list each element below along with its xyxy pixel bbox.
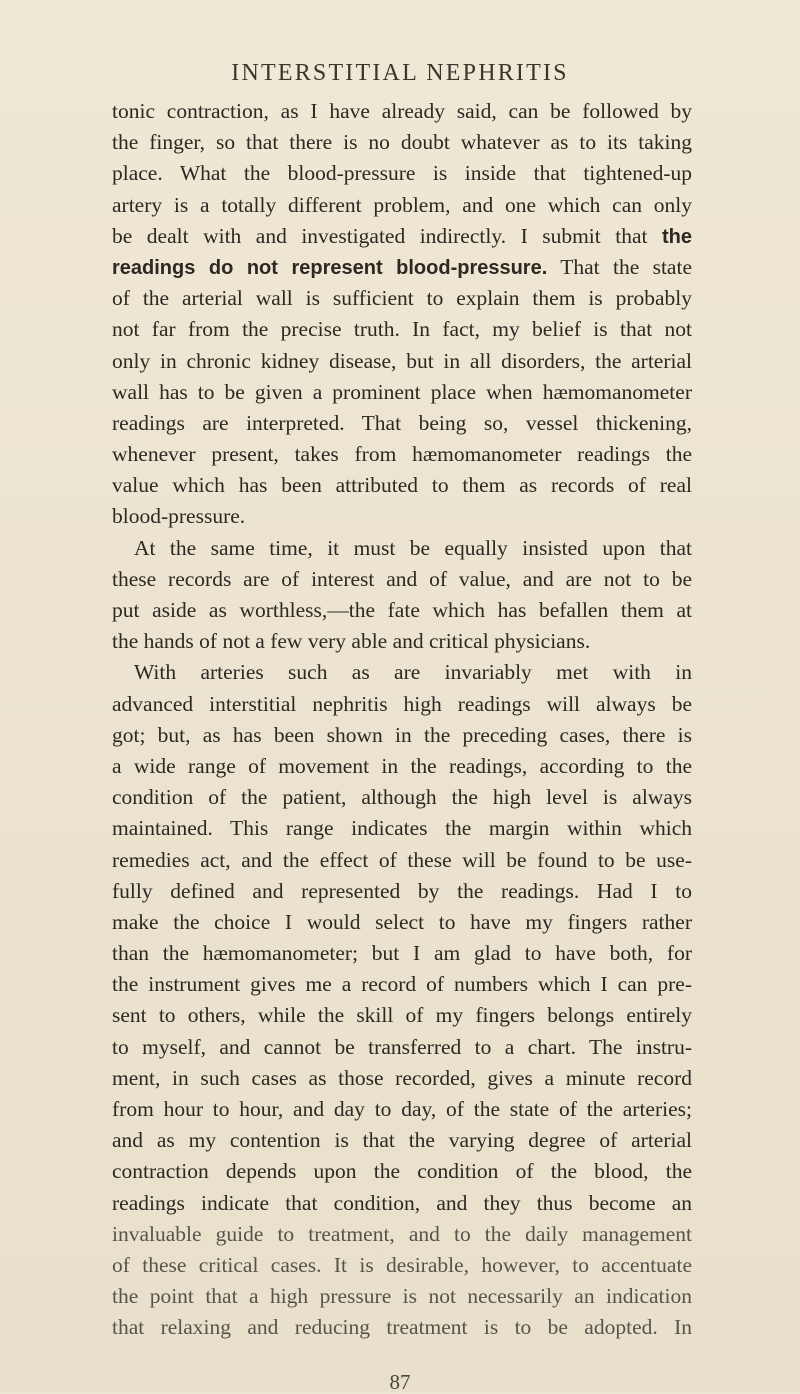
text-line: the instrument gives me a record of numbers which I can pre- <box>112 972 692 997</box>
text-line: At the same time, it must be equally insisted upon that <box>134 535 692 560</box>
text-line: sent to others, while the skill of my fingers belongs entirely <box>112 1003 692 1028</box>
text-line: the hands of not a few very able and critical physicians. <box>112 629 591 654</box>
text-line: readings are interpreted. That being so, vessel thickening, <box>112 410 692 435</box>
running-head: INTERSTITIAL NEPHRITIS <box>231 60 569 86</box>
text-line: remedies act, and the effect of these will be found to be use- <box>112 847 692 872</box>
text-line: whenever present, takes from hæmomanometer readings the <box>112 442 692 467</box>
text-line: that relaxing and reducing treatment is to be adopted. In <box>112 1315 692 1340</box>
text-line: condition of the patient, although the high level is always <box>112 785 692 810</box>
text-line: place. What the blood-pressure is inside that tightened-up <box>112 161 692 186</box>
text-line: the finger, so that there is no doubt whatever as to its taking <box>112 130 692 155</box>
text-line: from hour to hour, and day to day, of the state of the arteries; <box>112 1097 692 1121</box>
text-line <box>112 252 692 283</box>
text-line: blood-pressure. <box>112 504 246 529</box>
text-line: than the hæmomanometer; but I am glad to have both, for <box>112 941 692 966</box>
text-line: wall has to be given a prominent place when hæmomanometer <box>112 379 692 404</box>
text-line: maintained. This range indicates the margin within which <box>112 816 692 841</box>
text-line: and as my contention is that the varying degree of arterial <box>112 1128 692 1153</box>
text-segment: be dealt with and investigated indirectly. I submit that <box>112 223 662 248</box>
text-line: ment, in such cases as those recorded, gives a minute record <box>112 1065 692 1090</box>
bold-emphasis: the <box>662 225 692 248</box>
text-line: contraction depends upon the condition of the blood, the <box>112 1159 692 1184</box>
page-number: 87 <box>389 1370 411 1394</box>
text-line: readings indicate that condition, and they thus become an <box>112 1190 692 1215</box>
text-line: tonic contraction, as I have already said, can be followed by <box>112 99 692 123</box>
text-line: put aside as worthless,—the fate which has befallen them at <box>112 598 692 622</box>
text-line: got; but, as has been shown in the preceding cases, there is <box>112 722 692 747</box>
text-line: of these critical cases. It is desirable, however, to accentuate <box>112 1252 692 1277</box>
text-line: to myself, and cannot be transferred to a chart. The instru- <box>112 1034 692 1059</box>
text-line: invaluable guide to treatment, and to the daily management <box>112 1221 692 1246</box>
text-line: fully defined and represented by the readings. Had I to <box>112 878 692 903</box>
text-line: a wide range of movement in the readings, according to the <box>112 753 692 778</box>
text-line: value which has been attributed to them as records of real <box>112 473 692 498</box>
bold-emphasis: readings do not represent blood-pressure. <box>112 256 548 279</box>
text-line: not far from the precise truth. In fact, my belief is that not <box>112 317 692 342</box>
text-line: the point that a high pressure is not necessarily an indication <box>112 1284 692 1309</box>
text-segment: That the state <box>547 254 692 279</box>
text-line: With arteries such as are invariably met with in <box>134 660 692 685</box>
text-line: advanced interstitial nephritis high readings will always be <box>112 691 692 716</box>
body-text <box>112 96 692 1344</box>
text-line: artery is a totally different problem, and one which can only <box>112 192 692 217</box>
text-line <box>112 221 692 252</box>
text-line: only in chronic kidney disease, but in all disorders, the arterial <box>112 348 692 373</box>
text-line: these records are of interest and of value, and are not to be <box>112 566 692 591</box>
text-line: of the arterial wall is sufficient to explain them is probably <box>112 286 692 311</box>
text-line: make the choice I would select to have my fingers rather <box>112 909 692 934</box>
